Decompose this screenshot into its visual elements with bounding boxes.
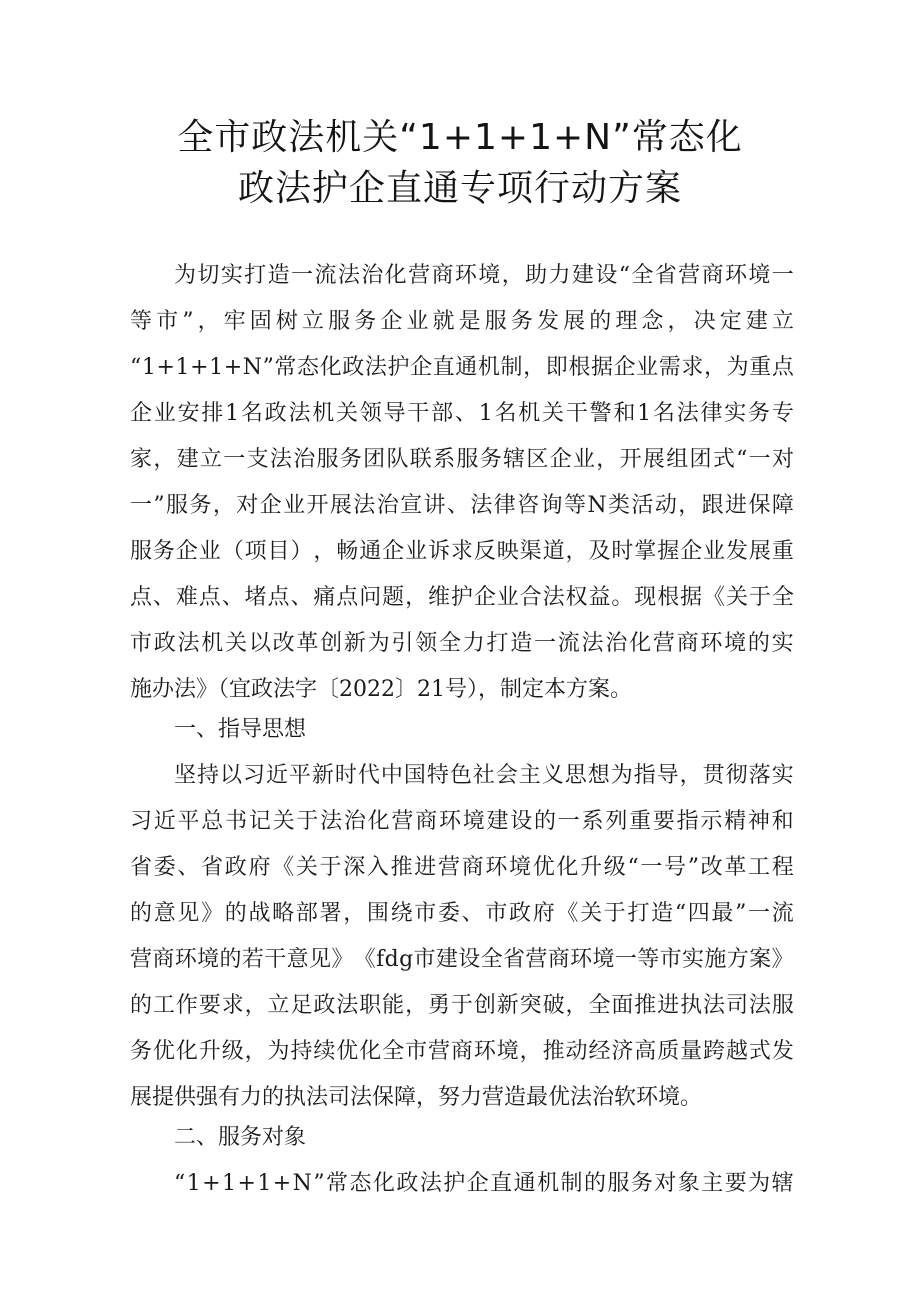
section1-paragraph-line: 习 近 平 总 书 记 关 于 法 治 化 营 商 环 境 建 设 的 一 系 列 重 要 指 示 精 神 和 [130, 809, 794, 834]
intro-paragraph-line: 施办法》（宜政法字〔2022〕21号），制定本方案。 [130, 677, 632, 702]
section2-paragraph-line: “ 1 + 1 + 1 + N ” 常 态 化 政 法 护 企 直 通 机 制 的 服 务 对 象 主 要 为 辖 [174, 1171, 794, 1196]
section1-paragraph-line: 省 委 、 省 政 府 《 关 于 深 入 推 进 营 商 环 境 优 化 升 级 “ 一 号 ” 改 革 工 程 [130, 855, 794, 880]
document-title-line-1: 全市政法机关“1+1+1+N”常态化 [177, 117, 743, 158]
intro-paragraph-line: 为 切 实 打 造 一 流 法 治 化 营 商 环 境 ， 助 力 建 设 “ 全 省 营 商 环 境 一 [174, 263, 794, 288]
section-heading-service-targets: 二、服务对象 [174, 1125, 307, 1150]
section-heading-guiding-ideology: 一、指导思想 [174, 717, 307, 742]
intro-paragraph-line: 等 市 ” ， 牢 固 树 立 服 务 企 业 就 是 服 务 发 展 的 理 念 ， 决 定 建 立 [130, 309, 794, 334]
intro-paragraph-line: 家 ， 建 立 一 支 法 治 服 务 团 队 联 系 服 务 辖 区 企 业 ， 开 展 组 团 式 “ 一 对 [130, 447, 794, 472]
section1-paragraph-line: 务 优 化 升 级 ， 为 持 续 优 化 全 市 营 商 环 境 ， 推 动 经 济 高 质 量 跨 越 式 发 [130, 1039, 794, 1064]
intro-paragraph-line: 企 业 安 排 1 名 政 法 机 关 领 导 干 部 、 1 名 机 关 干 警 和 1 名 法 律 实 务 专 [130, 401, 794, 426]
section1-paragraph-line: 的 意 见 》 的 战 略 部 署 ， 围 绕 市 委 、 市 政 府 《 关 于 打 造 “ 四 最 ” 一 流 [130, 901, 794, 926]
intro-paragraph-line: 市 政 法 机 关 以 改 革 创 新 为 引 领 全 力 打 造 一 流 法 治 化 营 商 环 境 的 实 [130, 631, 794, 656]
section1-paragraph-line: 的 工 作 要 求 ， 立 足 政 法 职 能 ， 勇 于 创 新 突 破 ， 全 面 推 进 执 法 司 法 服 [130, 993, 794, 1018]
section1-paragraph-line: 营 商 环 境 的 若 干 意 见 》 《 f d g 市 建 设 全 省 营 商 环 境 一 等 市 实 施 方 案 》 [130, 947, 794, 972]
section1-paragraph-line: 展提供强有力的执法司法保障，努力营造最优法治软环境。 [130, 1085, 703, 1110]
intro-paragraph-line: “ 1 + 1 + 1 + N ” 常 态 化 政 法 护 企 直 通 机 制 ， 即 根 据 企 业 需 求 ， 为 重 点 [130, 355, 794, 380]
intro-paragraph-line: 一 ” 服 务 ， 对 企 业 开 展 法 治 宣 讲 、 法 律 咨 询 等 N 类 活 动 ， 跟 进 保 障 [130, 493, 794, 518]
intro-paragraph-line: 点 、 难 点 、 堵 点 、 痛 点 问 题 ， 维 护 企 业 合 法 权 益 。 现 根 据 《 关 于 全 [130, 585, 794, 610]
intro-paragraph-line: 服 务 企 业 （ 项 目 ） ， 畅 通 企 业 诉 求 反 映 渠 道 ， 及 时 掌 握 企 业 发 展 重 [130, 539, 794, 564]
document-title-line-2: 政法护企直通专项行动方案 [237, 168, 682, 209]
section1-paragraph-line: 坚 持 以 习 近 平 新 时 代 中 国 特 色 社 会 主 义 思 想 为 指 导 ， 贯 彻 落 实 [174, 763, 794, 788]
